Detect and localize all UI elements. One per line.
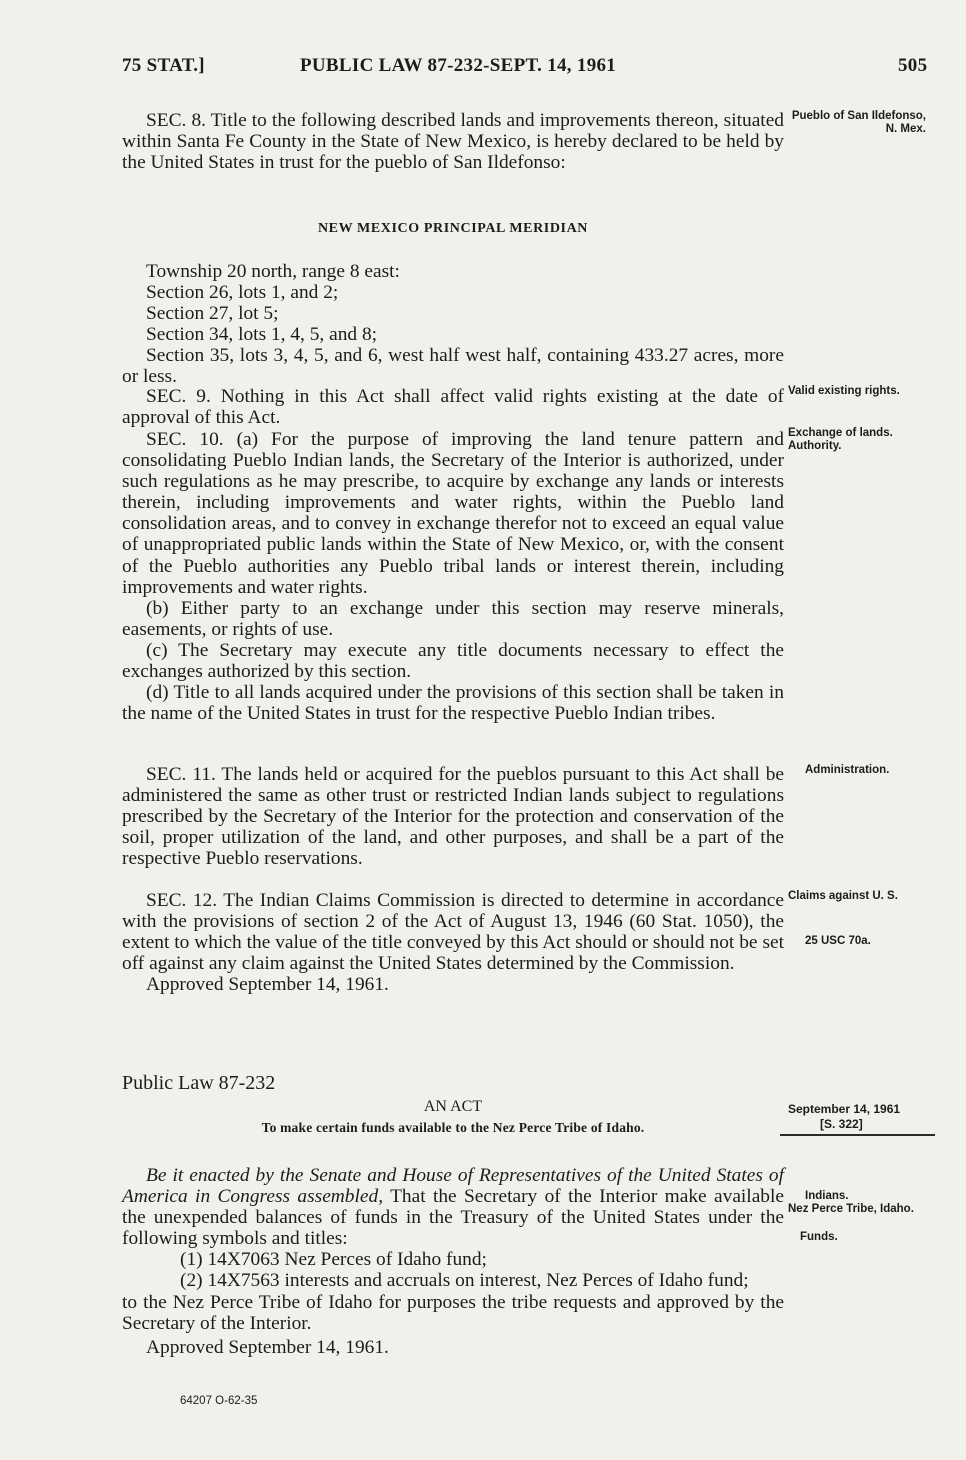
note-indians: Indians. <box>805 1190 849 1202</box>
act-purpose: To make certain funds available to the Nez Perce Tribe of Idaho. <box>261 1120 645 1135</box>
sec9-block <box>122 386 784 428</box>
sec12-label: SEC. 12. <box>146 890 218 911</box>
fund-item-1: (1) 14X7063 Nez Perces of Idaho fund; <box>180 1249 487 1271</box>
sec10-b: (b) Either party to an exchange under this section may reserve minerals, easements, or rights of use. <box>122 597 784 640</box>
enacting-rest: That the Secretary of the Interior make available the unexpended balances of funds in the Treasury of the United States under the following symbols and titles: <box>122 1186 784 1250</box>
sec11-paragraph <box>122 764 784 869</box>
section-line: Section 34, lots 1, 4, 5, and 8; <box>146 324 378 346</box>
section-line: Section 26, lots 1, and 2; <box>146 282 339 304</box>
enacting-clause <box>122 1165 784 1249</box>
sec10-block <box>122 429 784 724</box>
note-exchange: Exchange of lands. Authority. <box>788 427 893 452</box>
note-administration: Administration. <box>805 764 890 776</box>
divider-rule <box>780 1134 935 1136</box>
an-act-heading: AN ACT <box>423 1098 483 1115</box>
sec10-a <box>122 429 784 598</box>
enacting-italic: Be it enacted by the Senate and House of Representatives of the United States of America in Congress assembled, <box>122 1165 784 1208</box>
sec8-text: Title to the following described lands and improvements thereon, situated within Santa Fe County in the State of New Mexico, is hereby declared to be held by the United States in trust for the pueblo of San Ildefonso: <box>122 110 784 174</box>
sec8-label: SEC. 8. <box>146 110 207 131</box>
sec11-block <box>122 764 784 869</box>
sec10-c: (c) The Secretary may execute any title documents necessary to effect the exchanges authorized by this section. <box>122 639 784 683</box>
sec8-block <box>122 110 784 173</box>
sec8-paragraph <box>122 110 784 173</box>
header-title: PUBLIC LAW 87-232-SEPT. 14, 1961 <box>300 55 617 76</box>
approved-line-2: Approved September 14, 1961. <box>146 1336 389 1358</box>
township-line: Township 20 north, range 8 east: <box>146 261 400 282</box>
sec12-paragraph <box>122 890 784 974</box>
note-claims: Claims against U. S. <box>788 890 898 902</box>
section-line-last: Section 35, lots 3, 4, 5, and 6, west half west half, containing 433.27 acres, more or less. <box>122 345 784 388</box>
fund-item-2: (2) 14X7563 interests and accruals on interest, Nez Perces of Idaho fund; <box>180 1270 749 1292</box>
meridian-heading: NEW MEXICO PRINCIPAL MERIDIAN <box>317 221 589 236</box>
note-bill: [S. 322] <box>820 1117 863 1131</box>
note-usc: 25 USC 70a. <box>805 935 871 947</box>
note-date: September 14, 1961 <box>788 1102 901 1116</box>
note-nez-perce: Nez Perce Tribe, Idaho. <box>788 1203 914 1215</box>
sec9-label: SEC. 9. <box>146 386 211 407</box>
sec9-text: Nothing in this Act shall affect valid rights existing at the date of approval of this Act. <box>122 386 784 429</box>
page-number: 505 <box>898 55 928 76</box>
approved-line: Approved September 14, 1961. <box>146 974 389 996</box>
print-code: 64207 O-62-35 <box>180 1395 258 1407</box>
sec8-lots <box>122 261 784 388</box>
sec11-label: SEC. 11. <box>146 764 216 785</box>
note-pueblo: Pueblo of San Ildefonso, N. Mex. <box>791 110 926 135</box>
note-valid-rights: Valid existing rights. <box>788 385 900 397</box>
header-stat-ref: 75 STAT.] <box>122 55 205 76</box>
sec10-d: (d) Title to all lands acquired under the provisions of this section shall be taken in the name of the United States in trust for the respective Pueblo Indian tribes. <box>122 682 784 725</box>
sec9-paragraph <box>122 386 784 428</box>
law-title: Public Law 87-232 <box>122 1072 276 1094</box>
sec12-text: The Indian Claims Commission is directed to determine in accordance with the provisions of section 2 of the Act of August 13, 1946 (60 Stat. 1050), the extent to which the value of the title conveyed by this Act should or should not be set off against any claim against the United States determined by the Commission. <box>122 890 785 975</box>
sec10-a-text: (a) For the purpose of improving the land tenure pattern and consolidating Pueblo Indian lands, the Secretary of the Interior is authorized, under such regulations as he may prescribe, to acquire by exchange any lands or interests therein, including improvements and water rights, within the Pueblo land consolidation areas, and to convey in exchange therefor not to exceed an equal value of unappropriated public lands within the State of New Mexico, or, with the consent of the Pueblo authorities any Pueblo tribal lands or interest therein, including improvements and water rights. <box>122 429 784 598</box>
sec11-text: The lands held or acquired for the pueblos pursuant to this Act shall be administered the same as other trust or restricted Indian lands subject to regulations prescribed by the Secretary of the Interior for the protection and conservation of the soil, proper utilization of the land, and other purposes, and shall be a part of the respective Pueblo reservations. <box>122 764 785 870</box>
closing-clause: to the Nez Perce Tribe of Idaho for purposes the tribe requests and approved by the Secretary of the Interior. <box>122 1291 784 1334</box>
note-funds: Funds. <box>800 1231 838 1243</box>
sec10-label: SEC. 10. <box>146 429 224 450</box>
sec12-block <box>122 890 784 995</box>
section-line: Section 27, lot 5; <box>146 303 279 325</box>
law2-body <box>122 1165 784 1358</box>
